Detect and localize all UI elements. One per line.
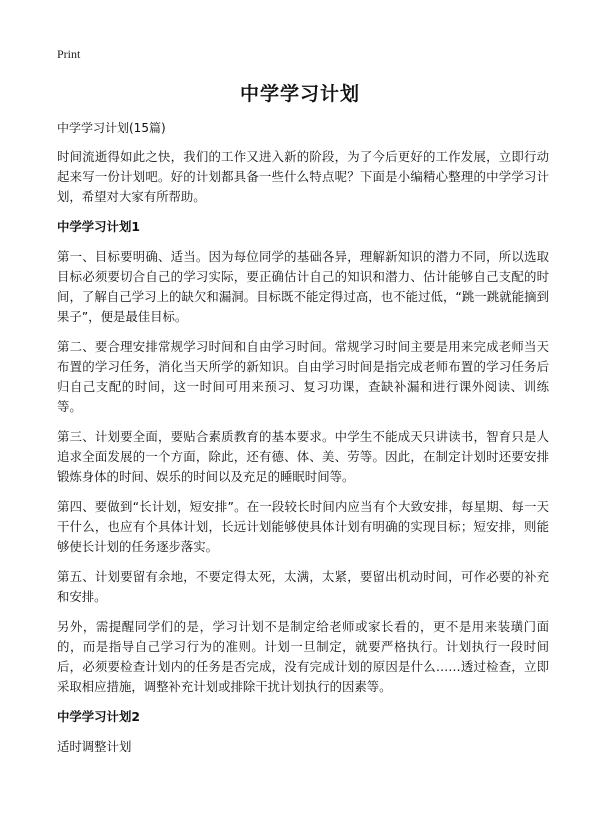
page-title: 中学学习计划 (239, 83, 360, 105)
section-1-paragraph-3: 第三、计划要全面，要贴合素质教育的基本要求。中学生不能成天只讲读书，智育只是人追求全面发展的一个方面，除此，还有德、体、美、劳等。因此，在制定计划时还要安排锻炼身体的时间、娱乐的时间以及充足的睡眠时间等。 (57, 429, 549, 484)
document-content (57, 118, 549, 767)
print-link[interactable]: Print (57, 47, 81, 61)
section-1-paragraph-1: 第一、目标要明确、适当。因为每位同学的基础各异，理解新知识的潜力不同，所以选取目标必须要切合自己的学习实际，要正确估计自己的知识和潜力、估计能够自己支配的时间，了解自己学习上的缺欠和漏洞。目标既不能定得过高，也不能过低，“跳一跳就能摘到果子”，便是最佳目标。 (57, 249, 549, 324)
section-heading-1: 中学学习计划1 (57, 219, 140, 234)
section-1-paragraph-4: 第四、要做到“长计划，短安排”。在一段较长时间内应当有个大致安排，每星期、每一天干什么，也应有个具体计划，长远计划能够使具体计划有明确的实现目标；短安排，则能够使长计划的任务逐步落实。 (57, 499, 549, 554)
section-2-paragraph-1: 适时调整计划 (57, 739, 132, 754)
section-heading-2: 中学学习计划2 (57, 709, 140, 724)
section-1-paragraph-6: 另外，需提醒同学们的是，学习计划不是制定给老师或家长看的，更不是用来装璜门面的，而是指导自己学习行为的准则。计划一旦制定，就要严格执行。计划执行一段时间后，必须要检查计划内的任务是否完成，没有完成计划的原因是什么……透过检查，立即采取相应措施，调整补充计划或排除干扰计划执行的因素等。 (57, 619, 549, 694)
section-1-paragraph-5: 第五、计划要留有余地，不要定得太死，太满，太紧，要留出机动时间，可作必要的补充和安排。 (57, 569, 549, 604)
document-subtitle: 中学学习计划(15篇) (57, 121, 166, 135)
intro-paragraph: 时间流逝得如此之快，我们的工作又进入新的阶段，为了今后更好的工作发展，立即行动起来写一份计划吧。好的计划都具备一些什么特点呢？下面是小编精心整理的中学学习计划，希望对大家有所帮助。 (57, 149, 549, 204)
section-1-paragraph-2: 第二、要合理安排常规学习时间和自由学习时间。常规学习时间主要是用来完成老师当天布置的学习任务，消化当天所学的新知识。自由学习时间是指完成老师布置的学习任务后归自己支配的时间，这一时间可用来预习、复习功课，查缺补漏和进行课外阅读、训练等。 (57, 339, 549, 414)
